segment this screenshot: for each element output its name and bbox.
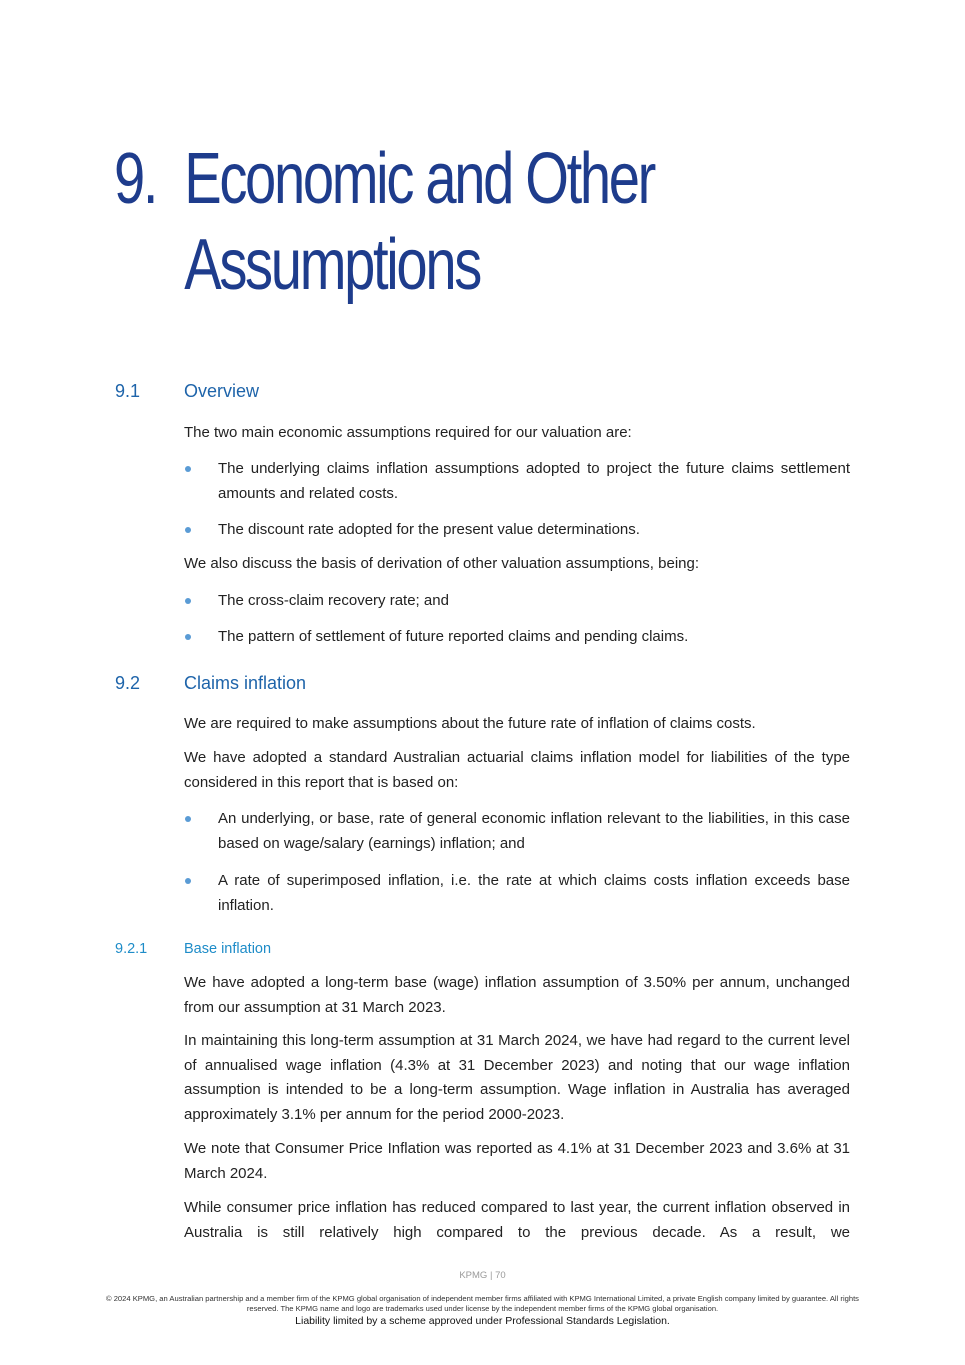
base-inflation-para-2: In maintaining this long-term assumption at 31 March 2024, we have had regard to the current level of annualised wage inflation (4.3% at 31 December 2023) and noting that our wage inflation assumption is intended to be a long-term assumption. Wage inflation in Australia has averaged approximately 3.1% per annum for the period 2000-2023.: [184, 1032, 850, 1123]
list-item-text: A rate of superimposed inflation, i.e. the rate at which claims costs inflation exceeds base inflation.: [218, 872, 850, 914]
list-item-text: The underlying claims inflation assumptions adopted to project the future claims settlement amounts and related costs.: [218, 460, 850, 502]
list-item: [184, 807, 850, 856]
section-title: Claims inflation: [184, 673, 307, 693]
section-title: Overview: [184, 381, 260, 401]
list-item-text: The discount rate adopted for the present value determinations.: [218, 521, 640, 538]
list-item: [184, 589, 850, 614]
bullet-icon: [185, 598, 191, 604]
copyright-notice: © 2024 KPMG, an Australian partnership and a member firm of the KPMG global organisation of independent member firms affiliated with KPMG International Limited, a private English company limited by guarantee. All rights reserved. The KPMG name and logo are trademarks used under license by the independent member firms of the KPMG global organisation.: [106, 1294, 859, 1313]
list-item-text: The pattern of settlement of future reported claims and pending claims.: [218, 628, 689, 645]
claims-inflation-para-2: We have adopted a standard Australian actuarial claims inflation model for liabilities of the type considered in this report that is based on:: [184, 749, 850, 791]
chapter-title: [114, 136, 654, 308]
list-item: [184, 869, 850, 918]
subsection-number: 9.2.1: [115, 941, 148, 957]
list-item: [184, 457, 850, 506]
claims-inflation-para-1: We are required to make assumptions about the future rate of inflation of claims costs.: [184, 715, 756, 732]
bullet-icon: [185, 466, 191, 472]
bullet-icon: [185, 634, 191, 640]
list-item: [184, 625, 850, 650]
chapter-title-line1: Economic and Other: [184, 139, 655, 219]
base-inflation-para-1: We have adopted a long-term base (wage) inflation assumption of 3.50% per annum, unchanged from our assumption at 31 March 2023.: [184, 974, 850, 1016]
page-number: KPMG | 70: [459, 1270, 506, 1281]
base-inflation-para-3: We note that Consumer Price Inflation was reported as 4.1% at 31 December 2023 and 3.6% at 31 March 2024.: [184, 1140, 850, 1182]
list-item-text: An underlying, or base, rate of general economic inflation relevant to the liabilities, in this case based on wage/salary (earnings) inflation; and: [218, 810, 850, 852]
bullet-icon: [185, 527, 191, 533]
section-number: 9.1: [115, 381, 141, 401]
list-item-text: The cross-claim recovery rate; and: [218, 592, 449, 609]
liability-notice: Liability limited by a scheme approved under Professional Standards Legislation.: [295, 1315, 670, 1327]
bullet-icon: [185, 878, 191, 884]
overview-intro: The two main economic assumptions required for our valuation are:: [184, 424, 632, 441]
overview-other-intro: We also discuss the basis of derivation of other valuation assumptions, being:: [184, 555, 700, 572]
base-inflation-para-4: While consumer price inflation has reduced compared to last year, the current inflation observed in Australia is still relatively high compared to the previous decade. As a result, we: [184, 1199, 850, 1241]
subsection-title: Base inflation: [184, 941, 272, 957]
list-item: [184, 518, 850, 543]
chapter-number: 9.: [114, 139, 157, 219]
chapter-title-line2: Assumptions: [184, 225, 480, 305]
bullet-icon: [185, 816, 191, 822]
section-number: 9.2: [115, 673, 141, 693]
